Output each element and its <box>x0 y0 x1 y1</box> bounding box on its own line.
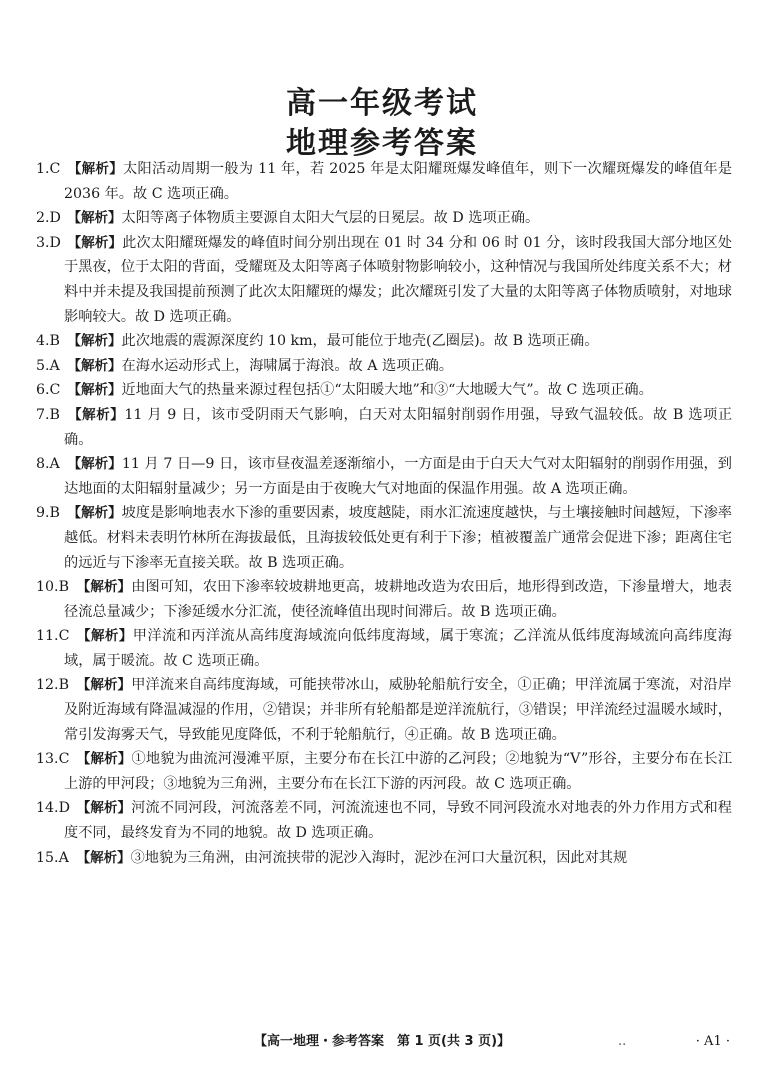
answer-item-1 <box>36 157 732 206</box>
analysis-tag: 【解析】 <box>76 677 132 694</box>
answer-choice: B <box>58 579 70 596</box>
analysis-text: 坡度是影响地表水下渗的重要因素，坡度越陡，雨水汇流速度越快，与土壤接触时间越短，下渗率越低。材料未表明竹林所在海拔最低，且海拔较低处更有利于下渗；植被覆盖广通常会促进下渗；距离住宅的远近与下渗率无直接关联。故 B 选项正确。 <box>64 505 732 571</box>
analysis-text: 太阳活动周期一般为 11 年，若 2025 年是太阳耀斑爆发峰值年，则下一次耀斑爆发的峰值年是 2036 年。故 C 选项正确。 <box>64 161 733 202</box>
analysis-text: 此次太阳耀斑爆发的峰值时间分别出现在 01 时 34 分和 06 时 01 分，该时段我国大部分地区处于黑夜，位于太阳的背面，受耀斑及太阳等离子体喷射物影响较小，这种情况与我国所处纬度关系不大；材料中并未提及我国提前预测了此次太阳耀斑的爆发；此次耀斑引发了大量的太阳等离子体物质喷射，对地球影响较大。故 D 选项正确。 <box>64 234 733 325</box>
answer-choice: B <box>49 406 60 423</box>
answer-item-12 <box>36 673 732 747</box>
question-number: 13. <box>36 751 59 768</box>
analysis-text: 河流不同河段，河流落差不同，河流流速也不同，导致不同河段流水对地表的外力作用方式和程度不同，最终发育为不同的地貌。故 D 选项正确。 <box>64 800 732 842</box>
question-number: 6. <box>36 382 50 399</box>
analysis-tag: 【解析】 <box>76 628 133 645</box>
footer-version-code: · A1 · <box>695 1034 730 1049</box>
title-block <box>0 84 764 164</box>
question-number: 5. <box>36 357 50 374</box>
analysis-tag: 【解析】 <box>76 751 132 768</box>
answer-choice: B <box>58 677 70 694</box>
footer-dots: .. <box>618 1034 627 1049</box>
answer-item-9 <box>36 501 732 575</box>
answer-item-4 <box>36 329 732 354</box>
question-number: 12. <box>36 677 59 694</box>
analysis-tag: 【解析】 <box>67 406 125 423</box>
answer-item-13 <box>36 747 732 796</box>
analysis-text: ③地貌为三角洲，由河流挟带的泥沙入海时，泥沙在河口大量沉积，因此对其规 <box>130 849 628 866</box>
exam-title: 高一年级考试 <box>286 86 478 121</box>
answer-choice: B <box>49 505 60 522</box>
analysis-text: 此次地震的震源深度约 10 km，最可能位于地壳(乙圈层)。故 B 选项正确。 <box>121 333 599 350</box>
answer-key-title: 地理参考答案 <box>286 126 478 161</box>
analysis-text: 在海水运动形式上，海啸属于海浪。故 A 选项正确。 <box>121 357 453 374</box>
footer-page-info: 【高一地理・参考答案 第 1 页(共 3 页)】 <box>253 1034 511 1049</box>
answer-list <box>36 157 732 870</box>
analysis-tag: 【解析】 <box>67 382 122 399</box>
analysis-tag: 【解析】 <box>67 210 122 227</box>
answer-choice: C <box>49 161 61 177</box>
question-number: 9. <box>36 505 50 522</box>
answer-item-14 <box>36 796 732 845</box>
answer-choice: B <box>49 333 60 350</box>
question-number: 14. <box>36 800 59 817</box>
analysis-tag: 【解析】 <box>67 234 123 251</box>
question-number: 2. <box>36 210 50 227</box>
answer-item-6 <box>36 378 732 403</box>
question-number: 3. <box>36 234 50 251</box>
analysis-text: 由图可知，农田下渗率较坡耕地更高，坡耕地改造为农田后，地形得到改造，下渗量增大，地表径流总量减少；下渗延缓水分汇流，使径流峰值出现时间滞后。故 B 选项正确。 <box>64 579 732 620</box>
question-number: 4. <box>36 333 50 350</box>
analysis-text: 11 月 7 日—9 日，该市昼夜温差逐渐缩小，一方面是由于白天大气对太阳辐射的削弱作用强，到达地面的太阳辐射量减少；另一方面是由于夜晚大气对地面的保温作用强。故 A 选项正确。 <box>64 456 732 497</box>
answer-choice: C <box>58 751 70 768</box>
analysis-text: 甲洋流来自高纬度海域，可能挟带冰山，威胁轮船航行安全，①正确；甲洋流属于寒流，对沿岸及附近海域有降温减湿的作用，②错误；并非所有轮船都是逆洋流航行，③错误；甲洋流经过温暖水域时，常引发海雾天气，导致能见度降低，不利于轮船航行，④正确。故 B 选项正确。 <box>64 677 732 743</box>
answer-item-3 <box>36 231 732 329</box>
answer-choice: A <box>49 456 60 473</box>
analysis-text: 太阳等离子体物质主要源自太阳大气层的日冕层。故 D 选项正确。 <box>121 210 540 227</box>
answer-item-8 <box>36 452 732 501</box>
answer-choice: C <box>49 382 61 399</box>
analysis-tag: 【解析】 <box>67 333 122 350</box>
answer-item-2 <box>36 206 732 231</box>
answer-choice: D <box>49 210 61 227</box>
answer-item-5 <box>36 354 732 379</box>
answer-choice: D <box>58 800 70 817</box>
question-number: 1. <box>36 161 50 177</box>
question-number: 10. <box>36 579 59 596</box>
analysis-tag: 【解析】 <box>67 357 122 374</box>
question-number: 15. <box>36 849 59 866</box>
analysis-text: 近地面大气的热量来源过程包括①“太阳暖大地”和③“大地暖大气”。故 C 选项正确。 <box>121 382 653 399</box>
analysis-tag: 【解析】 <box>67 161 124 177</box>
answer-choice: D <box>49 234 61 251</box>
question-number: 8. <box>36 456 50 473</box>
analysis-tag: 【解析】 <box>76 849 131 866</box>
answer-choice: A <box>49 357 60 374</box>
answer-choice: A <box>58 849 69 866</box>
analysis-tag: 【解析】 <box>67 456 122 473</box>
answer-choice: C <box>58 628 70 645</box>
answer-item-11 <box>36 624 732 673</box>
analysis-tag: 【解析】 <box>67 505 122 522</box>
analysis-tag: 【解析】 <box>76 579 132 596</box>
analysis-tag: 【解析】 <box>76 800 132 817</box>
analysis-text: 11 月 9 日，该市受阴雨天气影响，白天对太阳辐射削弱作用强，导致气温较低。故 B 选项正确。 <box>64 406 733 448</box>
analysis-text: 甲洋流和丙洋流从高纬度海域流向低纬度海域，属于寒流；乙洋流从低纬度海域流向高纬度海域，属于暖流。故 C 选项正确。 <box>64 628 732 669</box>
answer-item-7 <box>36 403 732 452</box>
question-number: 11. <box>36 628 59 645</box>
analysis-text: ①地貌为曲流河漫滩平原，主要分布在长江中游的乙河段；②地貌为“V”形谷，主要分布在长江上游的甲河段；③地貌为三角洲，主要分布在长江下游的丙河段。故 C 选项正确。 <box>64 751 733 792</box>
answer-item-15 <box>36 846 732 871</box>
question-number: 7. <box>36 406 50 423</box>
answer-item-10 <box>36 575 732 624</box>
